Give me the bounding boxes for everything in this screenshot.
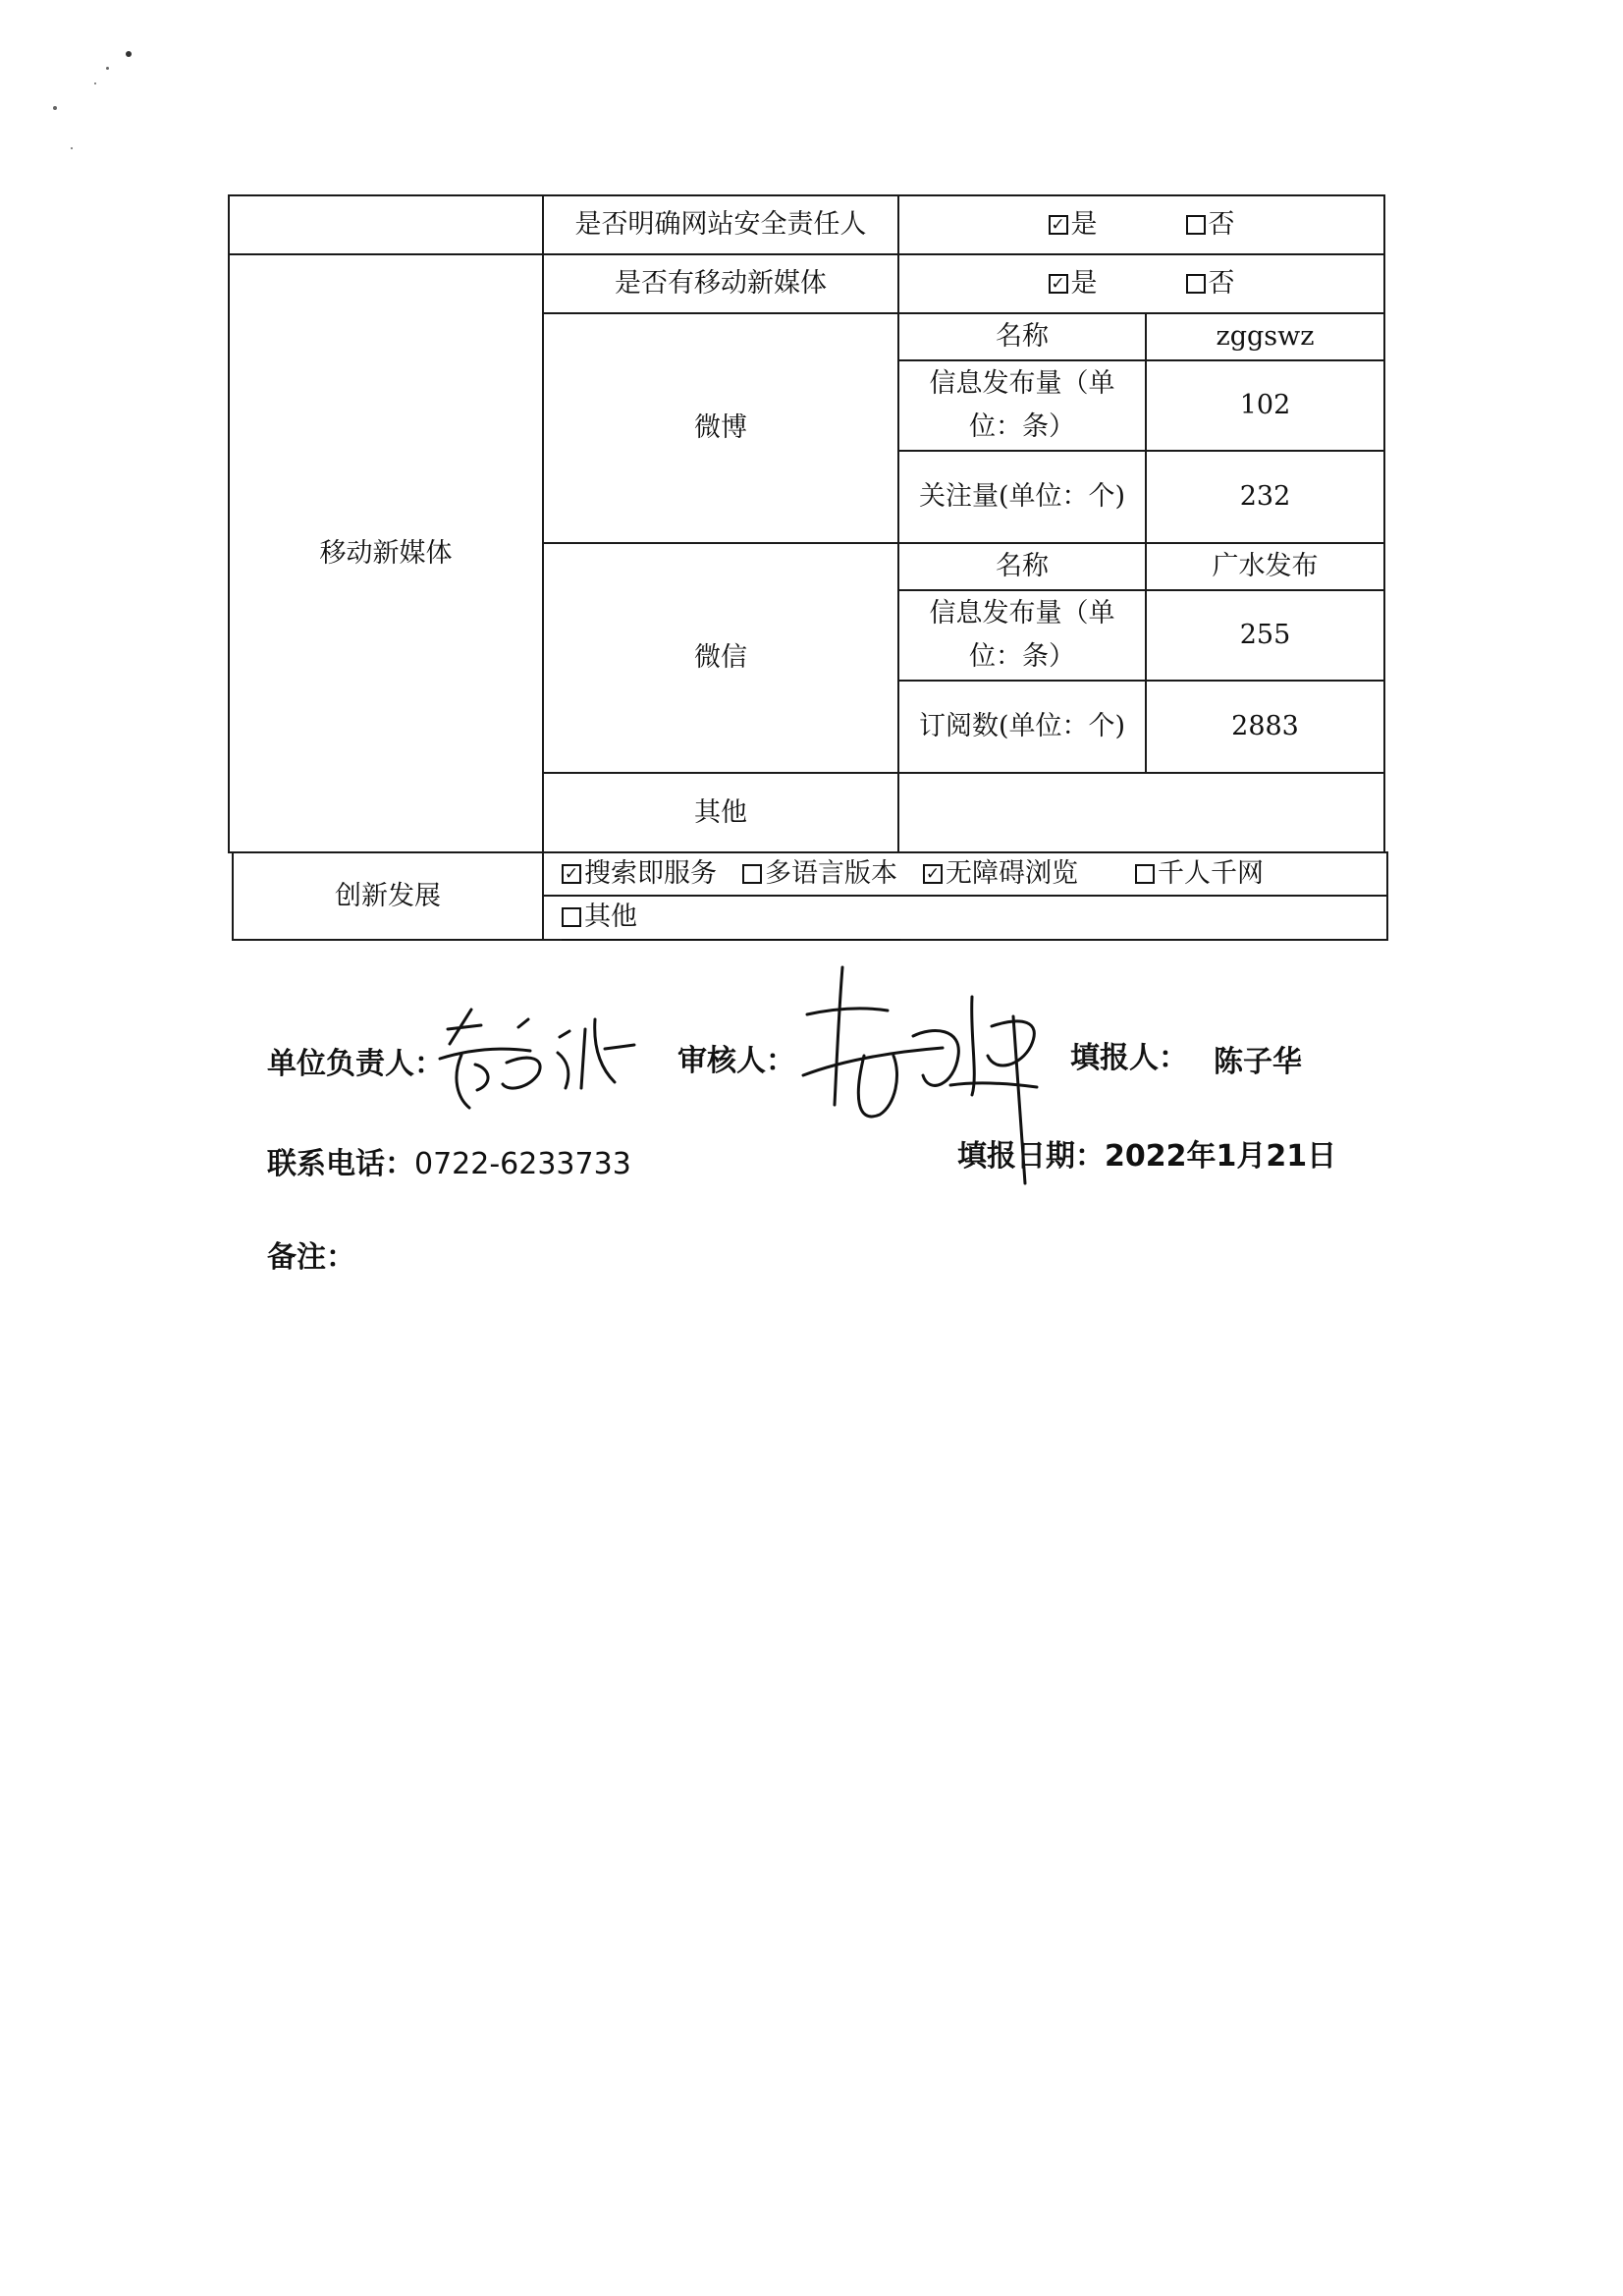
unit-head-signature: [412, 990, 648, 1118]
phone-line: 联系电话：0722-6233733: [267, 1147, 631, 1181]
option-other[interactable]: 其他: [562, 896, 900, 941]
checkbox-empty-icon: [562, 907, 581, 927]
wechat-posts-value: 255: [1145, 589, 1385, 682]
remarks-label: 备注：: [267, 1240, 355, 1275]
blank-left-cell: [228, 194, 544, 255]
weibo-label: 微博: [542, 312, 899, 544]
checkbox-checked-icon: ✓: [562, 864, 581, 884]
checkbox-checked-icon: ✓: [923, 864, 943, 884]
phone-value: 0722-6233733: [414, 1147, 631, 1181]
has-media-answer: [897, 253, 1385, 314]
scan-speck: [53, 106, 57, 110]
wechat-posts-label: 信息发布量（单位：条）: [897, 589, 1147, 682]
weibo-posts-label: 信息发布量（单位：条）: [897, 359, 1147, 452]
date-value: 2022年1月21日: [1105, 1139, 1337, 1174]
innovation-label: 创新发展: [232, 851, 544, 941]
innovation-options-row1: [542, 851, 1388, 897]
option-multilingual[interactable]: 多语言版本: [742, 852, 897, 896]
checkbox-empty-icon: [1186, 274, 1206, 294]
scan-speck: [94, 82, 96, 84]
option-personalized[interactable]: 千人千网: [1135, 852, 1264, 896]
wechat-name-value: 广水发布: [1145, 542, 1385, 591]
unit-head-label: 单位负责人：: [267, 1047, 444, 1081]
innovation-options-row2: [542, 895, 1388, 941]
option-accessibility[interactable]: ✓ 无障碍浏览: [923, 852, 1078, 896]
weibo-followers-value: 232: [1145, 450, 1385, 544]
checkbox-empty-icon: [1135, 864, 1155, 884]
weibo-name-value: zggswz: [1145, 312, 1385, 361]
wechat-label: 微信: [542, 542, 899, 774]
filler-name: 陈子华: [1214, 1045, 1302, 1079]
has-media-question: 是否有移动新媒体: [542, 253, 899, 314]
date-line: 填报日期：2022年1月21日: [957, 1139, 1337, 1174]
yes-option[interactable]: ✓ 是: [1049, 203, 1098, 246]
filler-label: 填报人：: [1070, 1041, 1188, 1075]
no-option[interactable]: 否: [1186, 262, 1235, 305]
reviewer-label: 审核人：: [677, 1044, 795, 1078]
checkbox-checked-icon: ✓: [1049, 215, 1068, 235]
wechat-subscribers-value: 2883: [1145, 680, 1385, 774]
responsible-answer: [897, 194, 1385, 255]
responsible-question: 是否明确网站安全责任人: [542, 194, 899, 255]
scan-speck: [71, 147, 73, 149]
wechat-subscribers-label: 订阅数(单位：个): [897, 680, 1147, 774]
checkbox-checked-icon: ✓: [1049, 274, 1068, 294]
wechat-name-header: 名称: [897, 542, 1147, 591]
checkbox-empty-icon: [1186, 215, 1206, 235]
option-search-service[interactable]: ✓ 搜索即服务: [562, 852, 717, 896]
no-option[interactable]: 否: [1186, 203, 1235, 246]
scan-speck: [106, 67, 109, 70]
yes-option[interactable]: ✓ 是: [1049, 262, 1098, 305]
checkbox-empty-icon: [742, 864, 762, 884]
weibo-posts-value: 102: [1145, 359, 1385, 452]
other-media-value: [897, 772, 1385, 853]
scan-speck: [126, 51, 132, 57]
other-media-label: 其他: [542, 772, 899, 853]
weibo-name-header: 名称: [897, 312, 1147, 361]
mobile-media-section-label: 移动新媒体: [228, 253, 544, 853]
weibo-followers-label: 关注量(单位：个): [897, 450, 1147, 544]
